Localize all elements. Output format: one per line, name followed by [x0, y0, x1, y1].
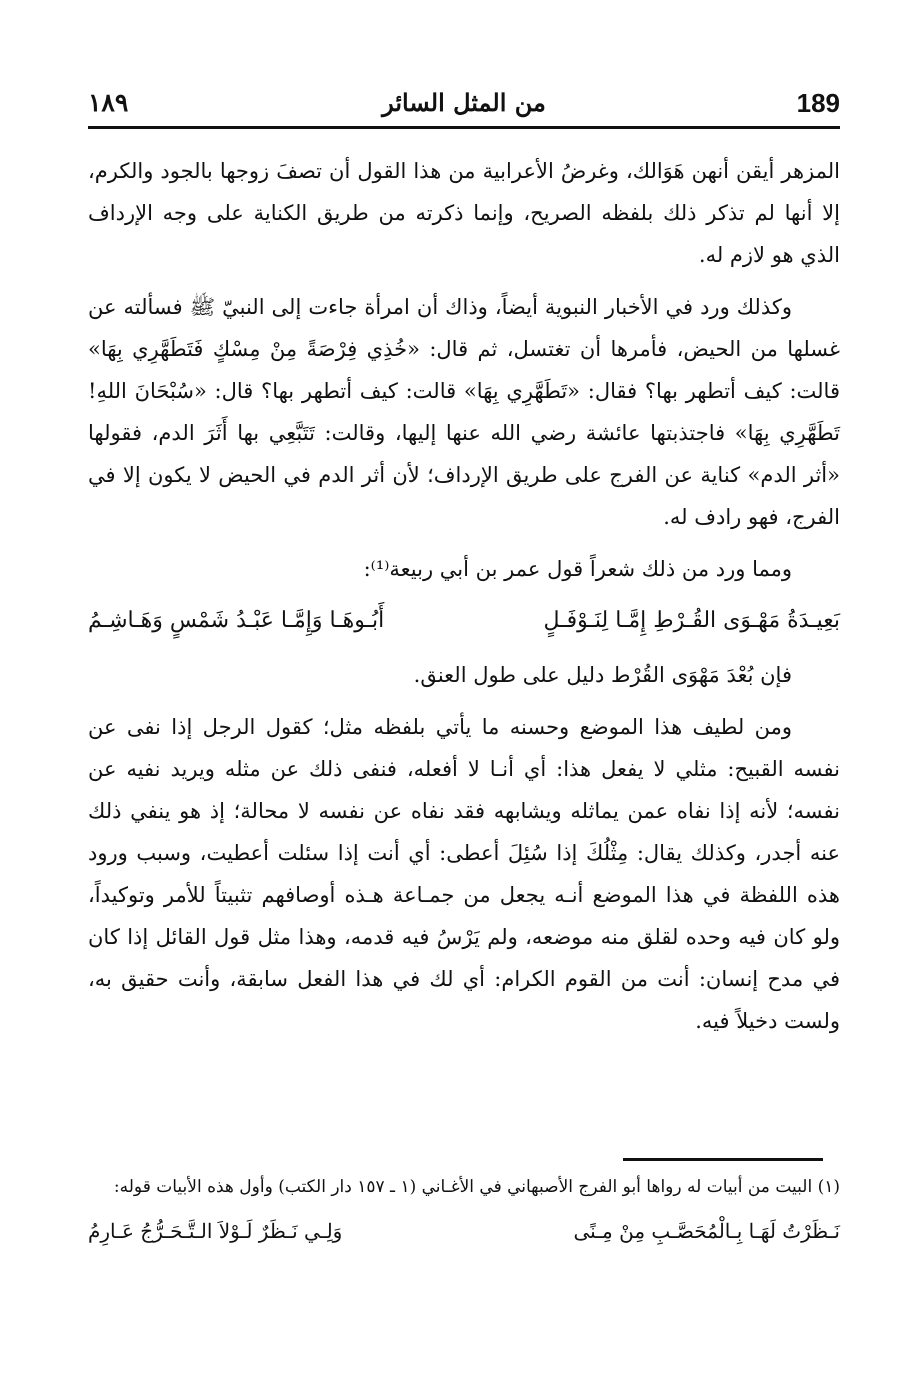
footnote-verse-first: نَـظَرْتُ لَهَـا بِـالْمُحَصَّـبِ مِنْ مِـنًى — [573, 1219, 840, 1243]
paragraph-4: ومن لطيف هذا الموضع وحسنه ما يأتي بلفظه مثل؛ كقول الرجل إذا نفى عن نفسه القبيح: مثلي لا يفعل هذا: أي أنـا لا أفعله، فنفى ذلك عن مثله ويريد نفيه عن نفسه؛ لأنه إذا نفاه عمن يماثله ويشابهه فقد نفاه عن نفسه لا محالة؛ إذ هو ينفي ذلك عنه أجدر، وكذلك يقال: مِثْلُكَ إذا سُئِلَ أعطى: أي أنت إذا سئلت أعطيت، وسبب ورود هذه اللفظة في هذا الموضع أنـه يجعل من جمـاعة هـذه أوصافهم تثبيتاً للأمر وتوكيداً، ولو كان فيه وحده لقلق منه موضعه، ولم يَرْسُ فيه قدمه، وهذا مثل قول القائل إذا كان في مدح إنسان: أنت من القوم الكرام: أي لك في هذا الفعل سابقة، وأنت حقيق به، ولست دخيلاً فيه. — [88, 715, 840, 1033]
page-header — [88, 86, 840, 129]
poem-verse — [88, 600, 840, 642]
footnote-verse — [88, 1210, 840, 1252]
paragraph-3: ومما ورد من ذلك شعراً قول عمر بن أبي ربيعة⁽¹⁾: — [363, 557, 792, 581]
verse-first-hemistich: بَعِيـدَةُ مَهْـوَى القُـرْطِ إِمَّـا لِنَـوْفَـلٍ — [543, 608, 840, 633]
main-text — [88, 150, 840, 1052]
footnote-verse-second: وَلِـي نَـظَرٌ لَـوْلاَ الـتَّـحَـرُّجُ عَـارِمُ — [88, 1219, 343, 1243]
footnote-divider — [623, 1158, 823, 1161]
paragraph-1: المزهر أيقن أنهن هَوَالك، وغرضُ الأعرابية من هذا القول أن تصفَ زوجها بالجود والكرم، إلا أنها لم تذكر ذلك بلفظه الصريح، وإنما ذكرته من طريق الكناية على وجه الإرداف الذي هو لازم له. — [88, 159, 840, 267]
page-number-arabic: ١٨٩ — [88, 88, 129, 117]
verse-second-hemistich: أَبُـوهَـا وَإِمَّـا عَبْـدُ شَمْسٍ وَهَـاشِـمُ — [88, 608, 385, 633]
running-title: من المثل السائر — [382, 88, 546, 117]
page-number-latin: 189 — [796, 88, 840, 118]
footnote — [88, 1172, 840, 1252]
footnote-text: (١) البيت من أبيات له رواها أبو الفرج الأصبهاني في الأغـاني (١ ـ ١٥٧ دار الكتب) وأول هذه الأبيات قوله: — [113, 1177, 840, 1197]
verse-commentary: فإن بُعْدَ مَهْوَى القُرْط دليل على طول العنق. — [413, 663, 792, 687]
paragraph-2: وكذلك ورد في الأخبار النبوية أيضاً، وذاك أن امرأة جاءت إلى النبيّ ﷺ فسألته عن غسلها من الحيض، فأمرها أن تغتسل، ثم قال: «خُذِي فِرْصَةً مِنْ مِسْكٍ فَتَطَهَّرِي بِهَا» قالت: كيف أتطهر بها؟ فقال: «تَطَهَّرِي بِهَا» قالت: كيف أتطهر بها؟ قال: «سُبْحَانَ اللهِ! تَطَهَّرِي بِهَا» فاجتذبتها عائشة رضي الله عنها إليها، وقالت: تَتَبَّعِي بها أَثَرَ الدم، فقولها «أثر الدم» كناية عن الفرج على طريق الإرداف؛ لأن أثر الدم في الحيض لا يكون إلا في الفرج، فهو رادف له. — [88, 295, 840, 529]
